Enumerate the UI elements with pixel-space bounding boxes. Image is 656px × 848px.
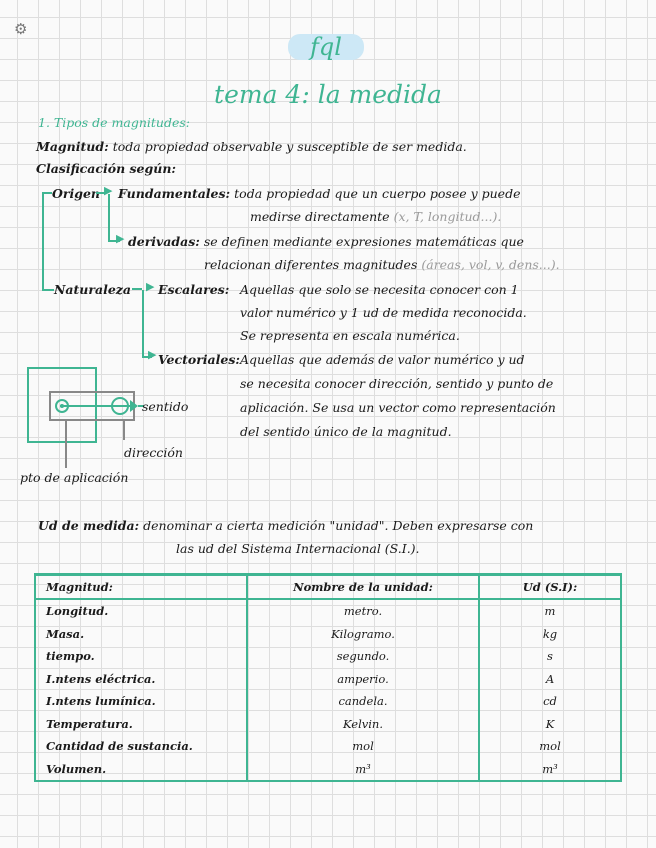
fundamental-examples: (x, T, longitud...). bbox=[393, 209, 502, 224]
definition-text: toda propiedad observable y susceptible de ser medida. bbox=[112, 139, 467, 154]
cell-ud: K bbox=[479, 713, 621, 736]
units-line-2: las ud del Sistema Internacional (S.I.). bbox=[176, 541, 420, 556]
table-row bbox=[35, 599, 621, 623]
vector-line-3: aplicación. Se usa un vector como representación bbox=[240, 400, 556, 415]
vector-diagram bbox=[20, 364, 200, 484]
cell-ud: A bbox=[479, 668, 621, 691]
table-row bbox=[35, 668, 621, 691]
table-row bbox=[35, 713, 621, 736]
cell-ud: cd bbox=[479, 690, 621, 713]
cell-nombre: Kilogramo. bbox=[247, 623, 479, 646]
classification-label: Clasificación según: bbox=[36, 161, 177, 176]
table-header-row bbox=[35, 575, 621, 600]
cell-nombre: candela. bbox=[247, 690, 479, 713]
cell-nombre: mol bbox=[247, 735, 479, 758]
section-heading: 1. Tipos de magnitudes: bbox=[38, 115, 190, 130]
scalar-line-1: Aquellas que solo se necesita conocer con 1 bbox=[240, 282, 519, 297]
scalar-line-2: valor numérico y 1 ud de medida reconocida. bbox=[240, 305, 527, 320]
origin-connector bbox=[42, 192, 52, 194]
units-term: Ud de medida: bbox=[38, 518, 140, 533]
fundamental-line-1 bbox=[118, 183, 520, 205]
cell-nombre: amperio. bbox=[247, 668, 479, 691]
table-row bbox=[35, 735, 621, 758]
scalar-line-3: Se representa en escala numérica. bbox=[240, 328, 460, 343]
header-nombre: Nombre de la unidad: bbox=[247, 575, 479, 600]
cell-nombre: m³ bbox=[247, 758, 479, 782]
subject-badge: fql bbox=[288, 34, 364, 60]
header-ud: Ud (S.I): bbox=[479, 575, 621, 600]
table-row bbox=[35, 623, 621, 646]
definition-term: Magnitud: bbox=[36, 139, 109, 154]
cell-ud: m bbox=[479, 599, 621, 623]
cell-magnitud: Masa. bbox=[35, 623, 247, 646]
cell-magnitud: Longitud. bbox=[35, 599, 247, 623]
arrow-right-icon: ▶ bbox=[146, 280, 155, 293]
arrow-right-icon: ▶ bbox=[116, 232, 125, 245]
settings-icon: ⚙ bbox=[14, 20, 28, 38]
cell-magnitud: I.ntens eléctrica. bbox=[35, 668, 247, 691]
table-row bbox=[35, 645, 621, 668]
fundamental-text-cont: medirse directamente bbox=[250, 209, 390, 224]
cell-nombre: segundo. bbox=[247, 645, 479, 668]
definition-line bbox=[36, 136, 467, 158]
fundamental-label: Fundamentales: bbox=[118, 186, 231, 201]
derived-line-2 bbox=[204, 254, 560, 276]
nature-label: Naturaleza bbox=[54, 282, 131, 297]
derived-examples: (áreas, vol, v, dens...). bbox=[421, 257, 560, 272]
arrow-right-icon: ▶ bbox=[104, 184, 113, 197]
units-line-1 bbox=[38, 515, 533, 537]
arrow-right-icon: ▶ bbox=[148, 348, 157, 361]
cell-magnitud: Temperatura. bbox=[35, 713, 247, 736]
classification-bracket bbox=[42, 192, 54, 291]
derived-text: se definen mediante expresiones matemáticas que bbox=[203, 234, 524, 249]
nature-arrow bbox=[132, 288, 142, 290]
cell-ud: mol bbox=[479, 735, 621, 758]
page-title: tema 4: la medida bbox=[214, 80, 442, 109]
units-table bbox=[34, 573, 622, 782]
cell-ud: kg bbox=[479, 623, 621, 646]
table-row bbox=[35, 758, 621, 782]
vector-line-1: Aquellas que además de valor numérico y ud bbox=[240, 352, 525, 367]
header-magnitud: Magnitud: bbox=[35, 575, 247, 600]
derived-line-1 bbox=[128, 231, 524, 253]
cell-ud: s bbox=[479, 645, 621, 668]
units-text: denominar a cierta medición "unidad". Deben expresarse con bbox=[143, 518, 534, 533]
table-row bbox=[35, 690, 621, 713]
origin-label: Origen bbox=[52, 186, 101, 201]
label-direccion: dirección bbox=[124, 445, 183, 460]
cell-nombre: metro. bbox=[247, 599, 479, 623]
cell-magnitud: Cantidad de sustancia. bbox=[35, 735, 247, 758]
fundamental-text: toda propiedad que un cuerpo posee y puede bbox=[234, 186, 521, 201]
cell-nombre: Kelvin. bbox=[247, 713, 479, 736]
vector-line-2: se necesita conocer dirección, sentido y punto de bbox=[240, 376, 554, 391]
label-punto: pto de aplicación bbox=[20, 470, 129, 485]
derived-label: derivadas: bbox=[128, 234, 200, 249]
origin-dot-icon bbox=[60, 404, 64, 408]
label-sentido: sentido bbox=[142, 399, 189, 414]
cell-magnitud: I.ntens lumínica. bbox=[35, 690, 247, 713]
vector-label: Vectoriales: bbox=[158, 352, 241, 367]
cell-magnitud: Volumen. bbox=[35, 758, 247, 782]
cell-magnitud: tiempo. bbox=[35, 645, 247, 668]
scalar-label: Escalares: bbox=[158, 282, 230, 297]
vector-line-4: del sentido único de la magnitud. bbox=[240, 424, 452, 439]
derived-text-cont: relacionan diferentes magnitudes bbox=[204, 257, 418, 272]
cell-ud: m³ bbox=[479, 758, 621, 782]
fundamental-line-2 bbox=[250, 206, 501, 228]
